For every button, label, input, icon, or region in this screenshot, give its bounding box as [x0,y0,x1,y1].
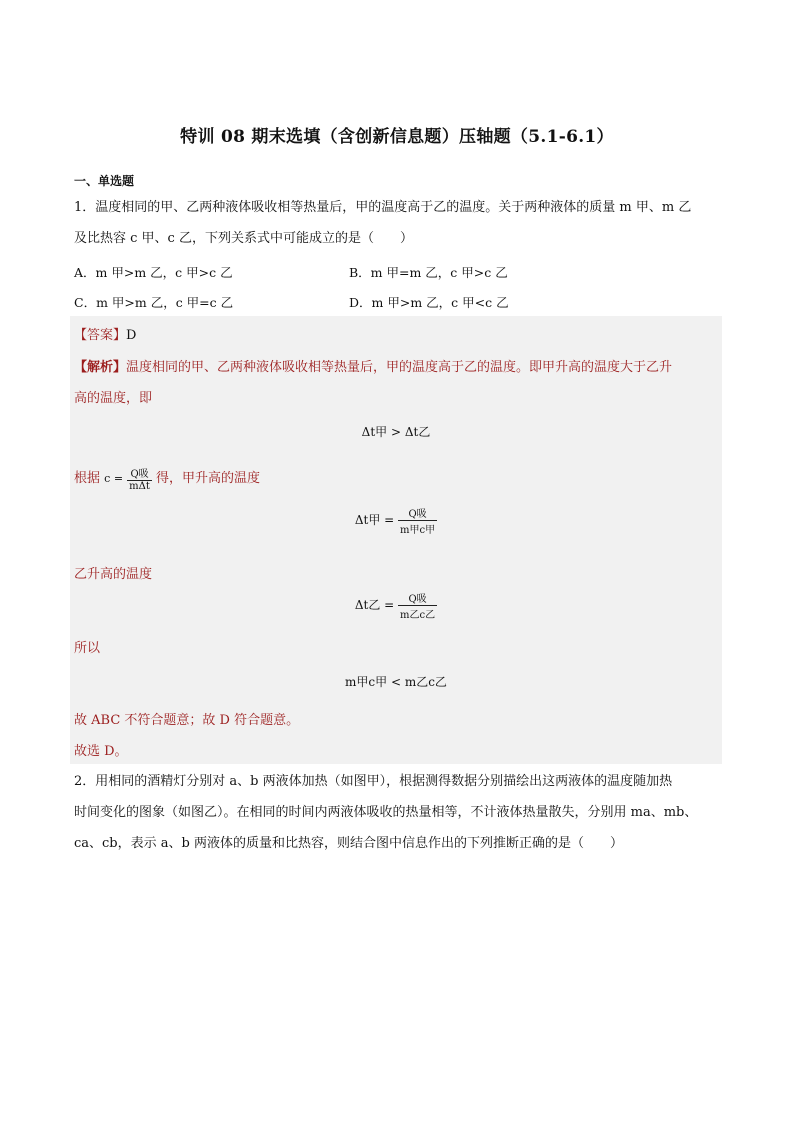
formula-3-numerator: Q吸 [398,590,437,606]
formula-2-numerator: Q吸 [398,505,437,521]
analysis-tag: 【解析】 [74,360,127,375]
option-a: A．m 甲>m 乙，c 甲>c 乙 [74,265,233,280]
basis-line [74,465,260,492]
question-2-line-2: 时间变化的图象（如图乙）。在相同的时间内两液体吸收的热量相等，不计液体热量散失，分别用 ma、mb、 [74,805,698,820]
solution-block [70,316,722,764]
question-1-line-1: 1．温度相同的甲、乙两种液体吸收相等热量后，甲的温度高于乙的温度。关于两种液体的质量 m 甲、m 乙 [74,200,692,215]
analysis-line-2: 高的温度，即 [74,391,153,406]
question-2-line-3: ca、cb，表示 a、b 两液体的质量和比热容，则结合图中信息作出的下列推断正确的是（ ） [74,836,623,851]
formula-3-fraction [398,590,437,621]
formula-3-denominator: m乙c乙 [400,610,436,621]
analysis-text-1: 温度相同的甲、乙两种液体吸收相等热量后，甲的温度高于乙的温度。即甲升高的温度大于乙升 [126,360,673,375]
page-title: 特训 08 期末选填（含创新信息题）压轴题（5.1-6.1） [180,127,614,147]
option-d: D．m 甲>m 乙，c 甲<c 乙 [349,295,509,310]
formula-delta-t-compare: Δt甲 > Δt乙 [361,425,431,439]
formula-mc-compare: m甲c甲 < m乙c乙 [345,675,447,689]
formula-c-fraction [127,465,152,492]
formula-delta-t-jia [70,505,722,536]
question-2-line-1: 2．用相同的酒精灯分别对 a、b 两液体加热（如图甲），根据测得数据分别描绘出这两液体的温度随加热 [74,774,673,789]
analysis-line-1 [74,356,724,375]
so-label: 所以 [74,641,101,656]
basis-pre: 根据 [74,471,101,486]
answer-line [74,324,136,343]
question-1-line-2: 及比热容 c 甲、c 乙，下列关系式中可能成立的是（ ） [74,231,413,246]
formula-c-numerator: Q吸 [127,465,152,481]
conclusion-line-2: 故选 D。 [74,744,128,759]
answer-tag: 【答案】 [74,328,127,343]
option-c: C．m 甲>m 乙，c 甲=c 乙 [74,295,234,310]
formula-2-lhs: Δt甲 = [354,513,395,527]
basis-post: 得，甲升高的温度 [156,471,261,486]
conclusion-line-1: 故 ABC 不符合题意；故 D 符合题意。 [74,713,300,728]
formula-c-lhs: c = [104,472,124,485]
formula-2-denominator: m甲c甲 [400,525,436,536]
formula-3-lhs: Δt乙 = [354,598,395,612]
option-b: B．m 甲=m 乙，c 甲>c 乙 [349,265,508,280]
formula-2-fraction [398,505,437,536]
answer-value: D [126,328,137,343]
formula-c-denominator: mΔt [129,481,150,492]
yi-rise-label: 乙升高的温度 [74,567,153,582]
formula-delta-t-yi [70,590,722,621]
section-heading: 一、单选题 [74,174,135,188]
